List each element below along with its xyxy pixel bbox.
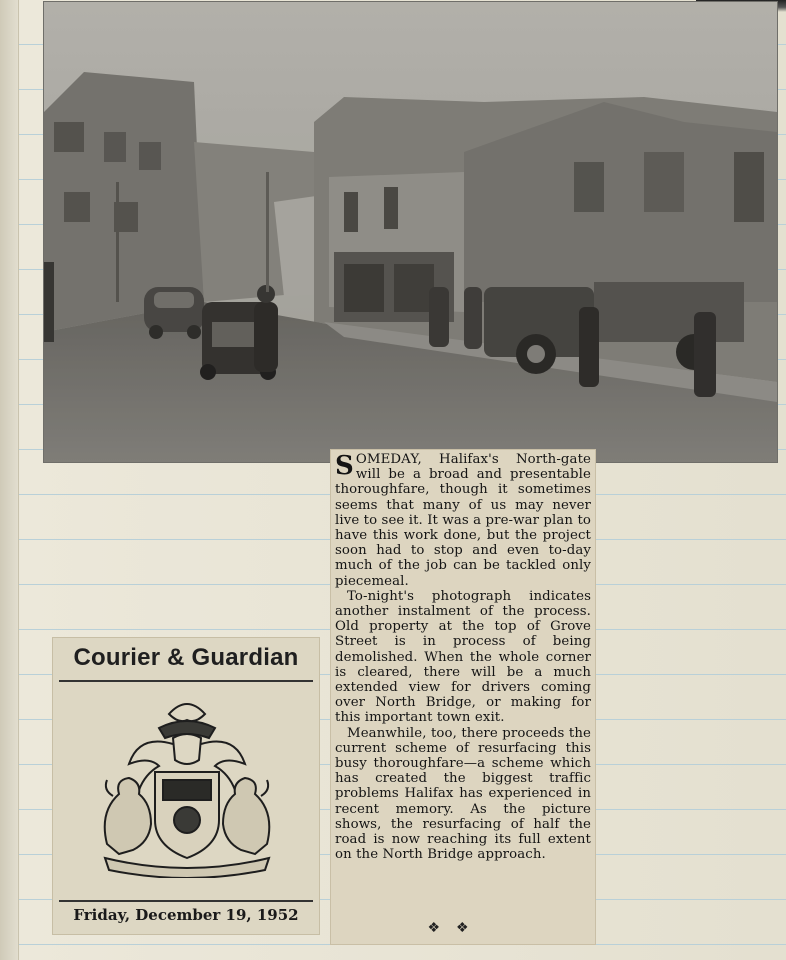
- masthead-date: Friday, December 19, 1952: [73, 906, 299, 924]
- masthead-rule-bottom: [59, 900, 313, 902]
- article-paragraph-1: [335, 452, 591, 589]
- news-photograph: [44, 2, 777, 462]
- article-column: [331, 450, 595, 944]
- masthead-rule-top: [59, 680, 313, 682]
- article-text: [335, 452, 591, 862]
- newspaper-masthead: [53, 638, 319, 934]
- masthead-title: Courier & Guardian: [73, 644, 299, 671]
- end-ornament: ❖❖: [427, 920, 485, 936]
- page-binding: [0, 0, 19, 960]
- drop-cap: S: [335, 451, 354, 481]
- coat-of-arms-icon: [89, 694, 285, 878]
- street-scene-image: [44, 2, 777, 462]
- paragraph-text-1: OMEDAY, Halifax's North-gate will be a broad and presentable thoroughfare, though it sometimes seems that many of us may never live to see it. It was a pre-war plan to have this work done, but the project soon had to stop and even to-day much of the job can be tackled only piecemeal.: [335, 452, 591, 589]
- article-paragraph-2: To-night's photograph indicates another instalment of the process. Old property at the top of Grove Street is in process of being demolished. When the whole corner is cleared, there will be a much extended view for drivers coming over North Bridge, or making for this important town exit.: [335, 588, 591, 726]
- article-paragraph-3: Meanwhile, too, there proceeds the current scheme of resurfacing this busy thoroughfare—a scheme which has created the biggest traffic problems Halifax has experienced in recent memory. As the picture shows, the resurfacing of half the road is now reaching its full extent on the North Bridge approach.: [335, 725, 591, 863]
